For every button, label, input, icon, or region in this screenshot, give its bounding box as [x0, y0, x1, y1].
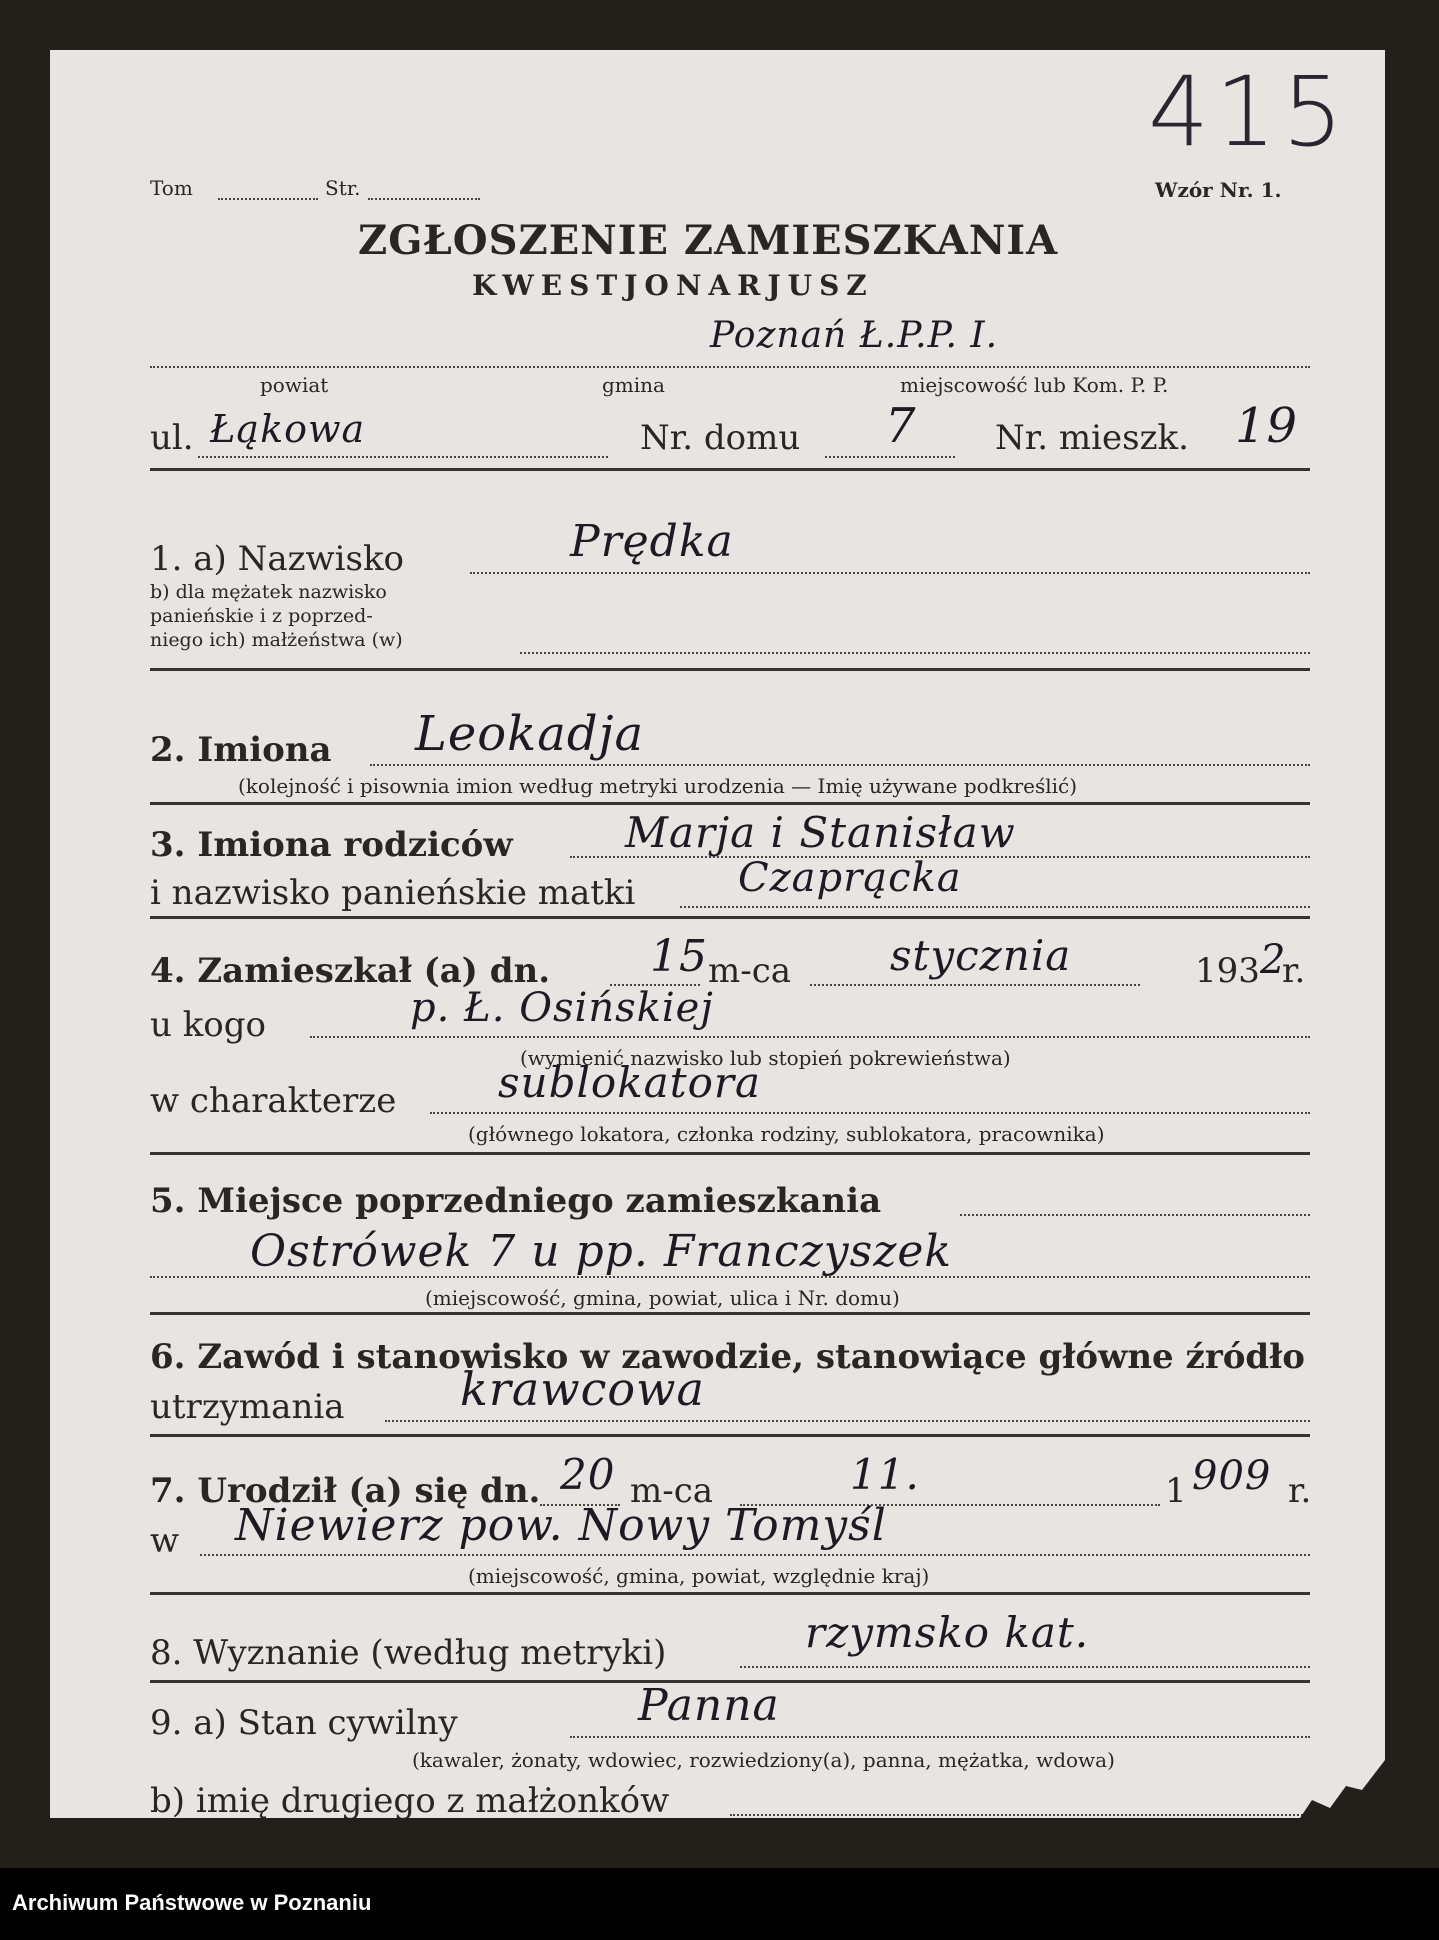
q5-line2: [150, 1276, 1310, 1278]
q8-line: [740, 1666, 1310, 1668]
q4-year-handwritten: 2: [1260, 937, 1287, 983]
q4-year-suffix: r.: [1282, 951, 1306, 991]
q5-value: Ostrówek 7 u pp. Franczyszek: [250, 1226, 953, 1277]
q7-month: 11.: [850, 1450, 920, 1499]
q7-year-handwritten: 909: [1192, 1453, 1272, 1499]
q4-mca-label: m-ca: [708, 951, 792, 991]
nr-mieszk-value: 19: [1235, 398, 1299, 454]
q2-value: Leokadja: [415, 706, 645, 762]
q4-month: stycznia: [890, 931, 1072, 980]
q3-line2: [680, 906, 1310, 908]
section-rule: [150, 1592, 1310, 1595]
q7-hint: (miejscowość, gmina, powiat, względnie kraj): [468, 1564, 930, 1588]
section-rule: [150, 1312, 1310, 1315]
section-rule: [150, 1152, 1310, 1155]
ul-line: [198, 456, 608, 458]
q7-day: 20: [560, 1450, 616, 1499]
q9-a-line: [570, 1736, 1310, 1738]
q4-day: 15: [650, 931, 708, 982]
q3-value2: Czaprącka: [738, 855, 962, 901]
q5-label: 5. Miejsce poprzedniego zamieszkania: [150, 1181, 882, 1221]
q2-label: 2. Imiona: [150, 730, 332, 770]
archive-name: Archiwum Państwowe w Poznaniu: [12, 1890, 372, 1915]
q1-a-value: Prędka: [570, 516, 734, 567]
form-title: ZGŁOSZENIE ZAMIESZKANIA: [358, 217, 1059, 264]
location-handwritten: Poznań Ł.P.P. I.: [710, 315, 999, 356]
q3-label: 3. Imiona rodziców: [150, 825, 513, 865]
ul-value: Łąkowa: [210, 407, 366, 451]
section-rule: [150, 668, 1310, 671]
section-rule: [150, 1434, 1310, 1437]
q7-w-label: w: [150, 1521, 180, 1561]
q7-place-line: [200, 1554, 1310, 1556]
miejscowosc-label: miejscowość lub Kom. P. P.: [900, 373, 1169, 397]
q4-char-value: sublokatora: [498, 1058, 761, 1107]
q4-u-kogo-label: u kogo: [150, 1005, 267, 1045]
q1-a-label: 1. a) Nazwisko: [150, 539, 405, 579]
q7-year-suffix: r.: [1288, 1471, 1312, 1511]
form-number: Wzór Nr. 1.: [1155, 178, 1282, 202]
handwritten-page-number: 415: [1148, 56, 1350, 168]
q7-place: Niewierz pow. Nowy Tomyśl: [235, 1500, 887, 1551]
q4-year-printed: 193: [1195, 951, 1260, 991]
section-rule: [150, 916, 1310, 919]
nr-mieszk-label: Nr. mieszk.: [995, 418, 1189, 458]
q4-char-label: w charakterze: [150, 1081, 397, 1121]
q7-mca-label: m-ca: [630, 1471, 714, 1511]
location-line: [150, 366, 1310, 368]
q4-char-hint: (głównego lokatora, członka rodziny, sublokatora, pracownika): [468, 1122, 1105, 1146]
q9-a-label: 9. a) Stan cywilny: [150, 1703, 458, 1743]
form-subtitle: KWESTJONARJUSZ: [472, 269, 874, 302]
q1-b-line1: b) dla mężatek nazwisko: [150, 581, 387, 603]
q4-month-line: [810, 984, 1140, 986]
archive-footer: [0, 1868, 1439, 1940]
q5-line1: [960, 1214, 1310, 1216]
q4-u-kogo-value: p. Ł. Osińskiej: [410, 985, 714, 1031]
q1-b-line2: panieńskie i z poprzed-: [150, 605, 373, 627]
q1-b-line3: niego ich) małżeństwa (w): [150, 629, 403, 651]
q2-hint: (kolejność i pisownia imion według metryki urodzenia — Imię używane podkreślić): [238, 774, 1078, 798]
section-rule: [150, 468, 1310, 471]
nr-domu-line: [825, 456, 955, 458]
q1-a-line: [470, 572, 1310, 574]
q4-u-kogo-hint: (wymienić nazwisko lub stopień pokrewieństwa): [520, 1046, 1011, 1070]
q1-b-line: [520, 652, 1310, 654]
q7-year-printed: 1: [1165, 1471, 1187, 1511]
q6-value: krawcowa: [460, 1362, 705, 1416]
section-rule: [150, 802, 1310, 805]
tom-label: Tom: [150, 176, 193, 200]
document-page: [50, 50, 1385, 1818]
q8-label: 8. Wyznanie (według metryki): [150, 1633, 667, 1673]
nr-domu-label: Nr. domu: [640, 418, 801, 458]
tom-line: [218, 198, 318, 200]
q3-value: Marja i Stanisław: [625, 808, 1016, 857]
ul-label: ul.: [150, 418, 194, 458]
q4-label: 4. Zamieszkał (a) dn.: [150, 951, 551, 991]
q9-a-value: Panna: [638, 1680, 780, 1731]
q9-b-label: b) imię drugiego z małżonków: [150, 1781, 670, 1818]
q9-a-hint: (kawaler, żonaty, wdowiec, rozwiedziony(a), panna, mężatka, wdowa): [412, 1748, 1115, 1772]
nr-domu-value: 7: [885, 398, 917, 454]
gmina-label: gmina: [602, 373, 665, 397]
q7-label: 7. Urodził (a) się dn.: [150, 1471, 541, 1511]
q9-b-line: [730, 1814, 1310, 1816]
q5-hint: (miejscowość, gmina, powiat, ulica i Nr. domu): [425, 1286, 900, 1310]
str-line: [368, 198, 480, 200]
q2-line: [370, 764, 1310, 766]
powiat-label: powiat: [260, 373, 329, 397]
q3-label2: i nazwisko panieńskie matki: [150, 873, 636, 913]
q6-line: [385, 1420, 1310, 1422]
q4-char-line: [430, 1112, 1310, 1114]
q6-label-line1: 6. Zawód i stanowisko w zawodzie, stanowiące główne źródło: [150, 1337, 1305, 1377]
q8-value: rzymsko kat.: [805, 1608, 1090, 1657]
q4-u-kogo-line: [310, 1036, 1310, 1038]
str-label: Str.: [325, 176, 361, 200]
q6-label-line2: utrzymania: [150, 1387, 345, 1427]
